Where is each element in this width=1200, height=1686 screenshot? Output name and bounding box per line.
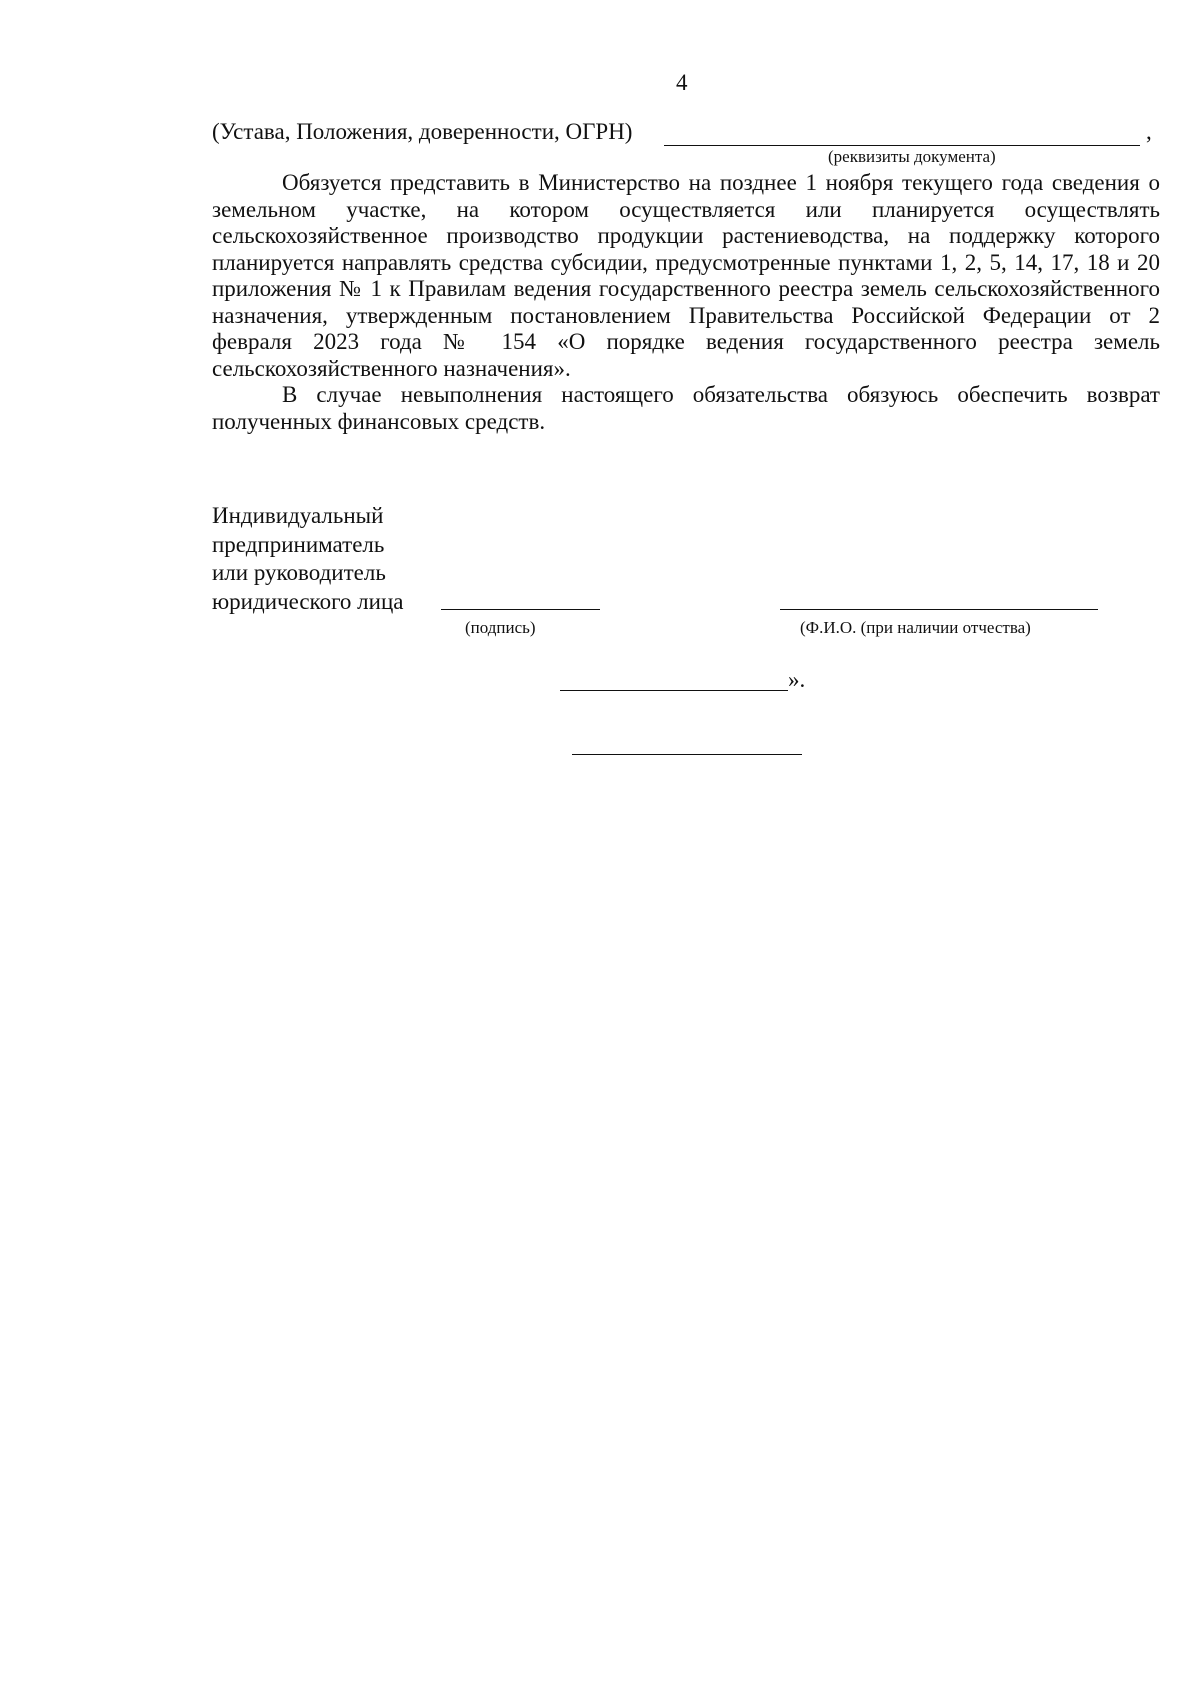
requisites-trailing-mark: ,: [1146, 119, 1152, 144]
date-closing-mark: ».: [788, 667, 806, 692]
signature-fill-line: [441, 609, 600, 610]
signature-caption: (подпись): [465, 618, 536, 637]
requisites-label: (Устава, Положения, доверенности, ОГРН): [212, 119, 633, 144]
document-end-line: [572, 754, 802, 755]
signer-title: [212, 502, 442, 616]
obligation-paragraph: Обязуется представить в Министерство на позднее 1 ноября текущего года сведения о земельном участке, на котором осуществляется или планируется осуществлять сельскохозяйственное производство продукции растениеводства, на поддержку которого планируется направлять средства субсидии, предусмотренные пунктами 1, 2, 5, 14, 17, 18 и 20 приложения № 1 к Правилам ведения государственного реестра земель сельскохозяйственного назначения, утвержденным постановлением Правительства Российской Федерации от 2 февраля 2023 года № 154 «О порядке ведения государственного реестра земель сельскохозяйственного назначения».: [212, 170, 1160, 381]
date-fill-line: [560, 690, 788, 691]
document-requisites-line: [212, 118, 1162, 148]
requisites-fill-line: [664, 145, 1140, 146]
page-number: 4: [676, 70, 688, 95]
signer-title-line: предприниматель: [212, 531, 385, 557]
refund-paragraph: В случае невыполнения настоящего обязательства обязуюсь обеспечить возврат полученных финансовых средств.: [212, 382, 1160, 434]
full-name-caption: (Ф.И.О. (при наличии отчества): [800, 618, 1031, 637]
signer-title-line: или руководитель: [212, 560, 386, 585]
signer-title-line: Индивидуальный: [212, 503, 384, 528]
requisites-caption: (реквизиты документа): [828, 147, 996, 166]
obligation-text: [212, 170, 1160, 435]
full-name-fill-line: [780, 609, 1098, 610]
signer-title-line: юридического лица: [212, 588, 404, 614]
